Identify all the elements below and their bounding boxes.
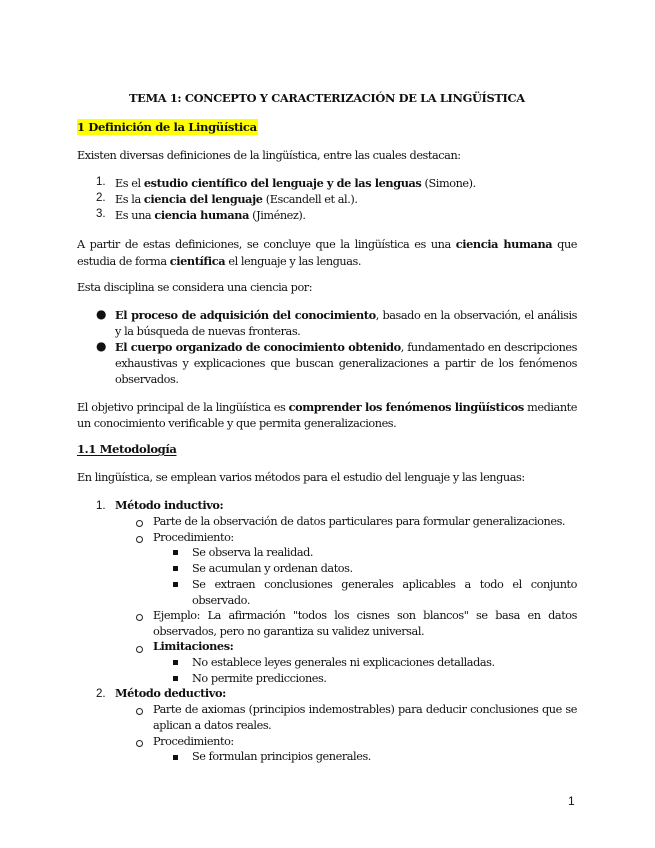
method-description: Parte de la observación de datos particulares para formular generalizaciones.: [153, 515, 566, 528]
methodology-intro: En lingüística, se emplean varios métodos para el estudio del lenguaje y las lenguas:: [77, 471, 525, 484]
circle-bullet-icon: [136, 646, 143, 653]
circle-bullet-icon: [136, 740, 143, 747]
procedure-step: Se acumulan y ordenan datos.: [192, 562, 353, 575]
procedure-step: Se observa la realidad.: [192, 546, 314, 559]
square-bullet-icon: [173, 582, 178, 587]
square-bullet-icon: [173, 660, 178, 665]
limitation-item: No permite predicciones.: [192, 672, 327, 685]
circle-bullet-icon: [136, 708, 143, 715]
bullet-dot-icon: ●: [96, 307, 107, 321]
procedure-label: Procedimiento:: [153, 735, 234, 748]
section-heading-1: [77, 120, 258, 134]
square-bullet-icon: [173, 755, 178, 760]
bullet-item: El proceso de adquisición del conocimiento, basado en la observación, el análisis y la búsqueda de nuevas fronteras.: [115, 308, 577, 338]
conclusion-paragraph: A partir de estas definiciones, se concluye que la lingüística es una ciencia humana que estudia de forma científica el lenguaje y las lenguas.: [77, 237, 578, 268]
method-description: Parte de axiomas (principios indemostrables) para deducir conclusiones que se aplican a datos reales.: [153, 703, 577, 732]
limitation-item: No establece leyes generales ni explicaciones detalladas.: [192, 656, 495, 669]
example-text: Ejemplo: La afirmación "todos los cisnes son blancos" se basa en datos observados, pero no garantiza su validez universal.: [153, 609, 577, 638]
list-number: 3.: [96, 208, 106, 220]
intro-paragraph: Existen diversas definiciones de la lingüística, entre las cuales destacan:: [77, 149, 461, 162]
circle-bullet-icon: [136, 536, 143, 543]
discipline-intro: Esta disciplina se considera una ciencia por:: [77, 281, 313, 294]
document-title: TEMA 1: CONCEPTO Y CARACTERIZACIÓN DE LA LINGÜÍSTICA: [129, 91, 525, 105]
list-number: 2.: [96, 688, 106, 700]
list-number: 1.: [96, 176, 106, 188]
definition-item: Es una ciencia humana (Jiménez).: [115, 208, 306, 222]
method-title: Método deductivo:: [115, 686, 226, 700]
square-bullet-icon: [173, 566, 178, 571]
definition-item: Es la ciencia del lenguaje (Escandell et al.).: [115, 192, 358, 206]
procedure-step: Se formulan principios generales.: [192, 750, 371, 763]
page-number: 1: [568, 794, 575, 808]
method-title: Método inductivo:: [115, 498, 224, 512]
bullet-dot-icon: ●: [96, 339, 107, 353]
list-number: 2.: [96, 192, 106, 204]
list-number: 1.: [96, 500, 106, 512]
section-heading-1-1: 1.1 Metodología: [77, 442, 177, 456]
circle-bullet-icon: [136, 520, 143, 527]
circle-bullet-icon: [136, 614, 143, 621]
procedure-label: Procedimiento:: [153, 531, 234, 544]
bullet-item: El cuerpo organizado de conocimiento obtenido, fundamentado en descripciones exhaustivas y explicaciones que buscan generalizaciones a partir de los fenómenos observados.: [115, 340, 577, 386]
objective-paragraph: El objetivo principal de la lingüística es comprender los fenómenos lingüísticos mediante un conocimiento verificable y que permita generalizaciones.: [77, 400, 577, 430]
heading-highlight: 1 Definición de la Lingüística: [77, 120, 257, 134]
square-bullet-icon: [173, 550, 178, 555]
procedure-step: Se extraen conclusiones generales aplicables a todo el conjunto observado.: [192, 578, 577, 607]
definition-item: Es el estudio científico del lenguaje y de las lenguas (Simone).: [115, 176, 476, 190]
square-bullet-icon: [173, 676, 178, 681]
limitations-label: Limitaciones:: [153, 639, 234, 653]
